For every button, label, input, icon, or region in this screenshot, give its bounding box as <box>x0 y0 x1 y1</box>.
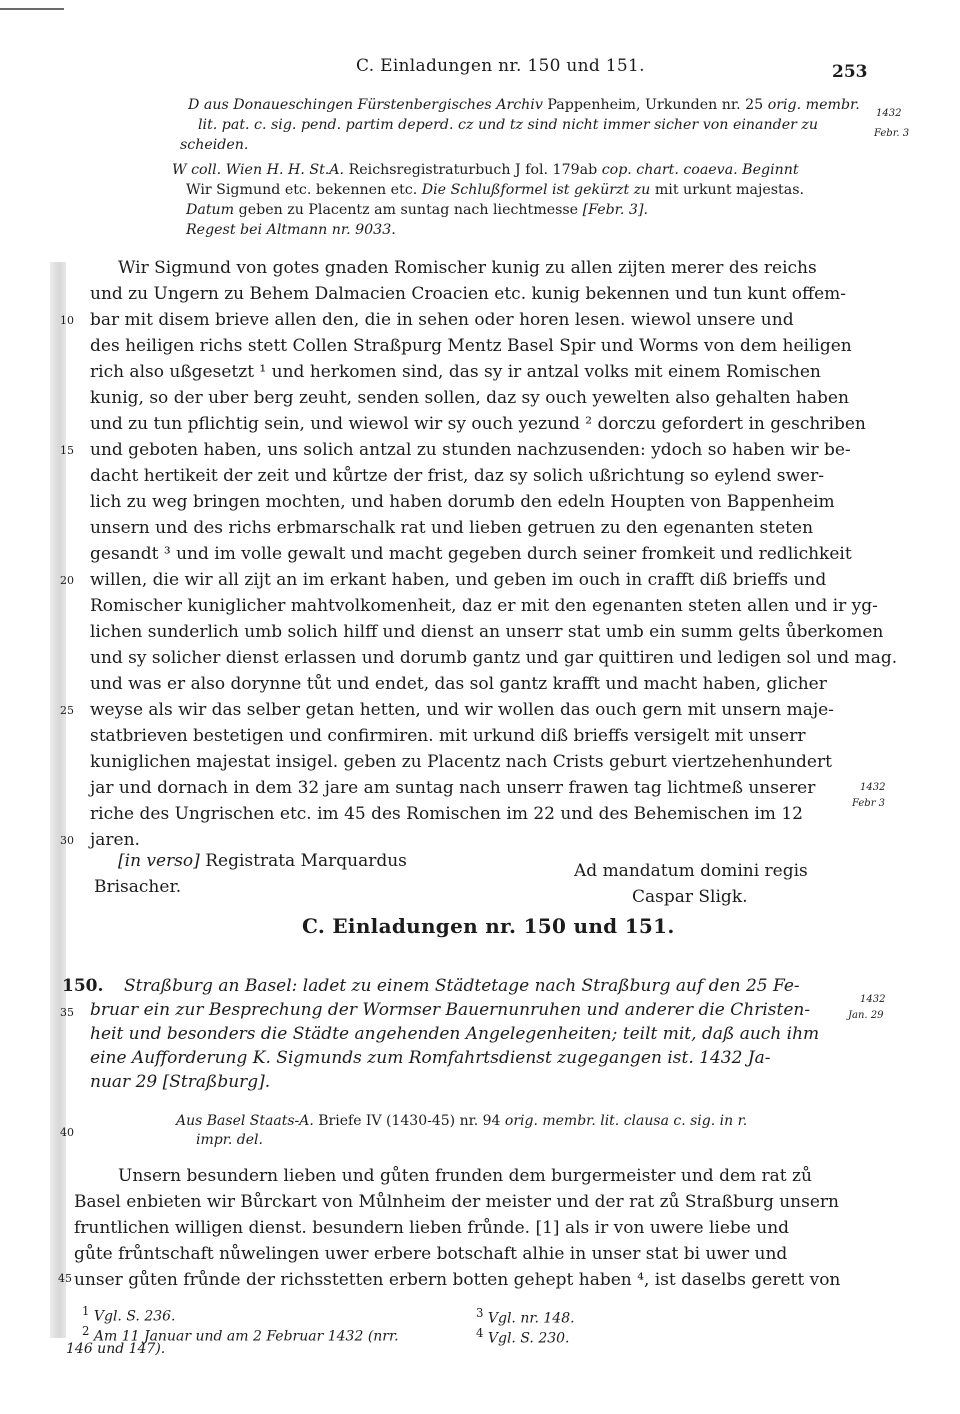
apparatus-d-line-1 <box>188 95 860 116</box>
endorsement-name-2: Brisacher. <box>94 877 182 897</box>
charter-line-9: dacht hertikeit der zeit und kůrtze der frist, daz sy solich ußrichtung so eylend swer- <box>90 466 824 486</box>
footnote-2-mark: 2 <box>82 1324 90 1338</box>
line-number-45: 45 <box>58 1272 72 1285</box>
apparatus-w-explicit: mit urkunt majestas. <box>654 182 804 198</box>
apparatus-w-line-2 <box>186 180 804 201</box>
apparatus-d-collection: Pappenheim, Urkunden nr. 25 <box>547 97 764 113</box>
charter-line-1: Wir Sigmund von gotes gnaden Romischer kunig zu allen zijten merer des reichs <box>118 258 817 278</box>
source-line-2: impr. del. <box>196 1132 263 1148</box>
footnote-1-mark: 1 <box>82 1304 90 1318</box>
charter-line-15: lichen sunderlich umb solich hilff und dienst an unserr stat umb ein summ gelts ůberkomen <box>90 622 884 642</box>
margin-date-mid-day: Febr 3 <box>852 798 886 809</box>
apparatus-w-date: [Febr. 3]. <box>582 202 648 218</box>
letter-line-1: Unsern besundern lieben und gůten frunden dem burgermeister und dem rat zů <box>118 1166 812 1186</box>
charter-line-13: willen, die wir all zijt an im erkant haben, und geben im ouch in crafft diß brieffs und <box>90 570 827 590</box>
footnote-4-mark: 4 <box>476 1326 484 1340</box>
subscription-line-2: Caspar Sligk. <box>632 887 748 907</box>
running-head: C. Einladungen nr. 150 und 151. <box>356 56 645 76</box>
letter-line-5: unser gůten frůnde der richsstetten erbern botten gehept haben ⁴, ist daselbs gerett von <box>74 1270 841 1290</box>
charter-line-18: weyse als wir das selber getan hetten, und wir wollen das ouch gern mit unsern maje- <box>90 700 834 720</box>
charter-line-4: des heiligen richs stett Collen Straßpurg Mentz Basel Spir und Worms von dem heiligen <box>90 336 852 356</box>
charter-line-22: riche des Ungrischen etc. im 45 des Romischen im 22 und des Behemischen im 12 <box>90 804 803 824</box>
page-number: 253 <box>832 62 868 82</box>
source-collection: Briefe IV (1430-45) nr. 94 <box>318 1113 501 1129</box>
footnote-1-text: Vgl. S. 236. <box>93 1308 176 1325</box>
regest-number <box>62 974 103 998</box>
source-archive: Aus Basel Staats-A. <box>176 1113 314 1129</box>
regest-line-2: bruar ein zur Besprechung der Wormser Bauernunruhen und anderer die Christen- <box>90 1000 811 1020</box>
footnote-2-refs: (nrr. <box>367 1328 399 1345</box>
subscription-line-1: Ad mandatum domini regis <box>574 861 808 881</box>
charter-line-21: jar und dornach in dem 32 jare am suntag nach unserr frawen tag lichtmeß unserer <box>90 778 816 798</box>
source-line-1 <box>176 1112 747 1131</box>
footnote-4 <box>476 1324 570 1348</box>
charter-line-11: unsern und des richs erbmarschalk rat und lieben getruen zu den egenanten steten <box>90 518 814 538</box>
letter-line-3: fruntlichen willigen dienst. besundern lieben frůnde. [1] als ir von uwere liebe und <box>74 1218 790 1238</box>
charter-line-17: und was er also dorynne tůt und endet, das sol gantz krafft und macht haben, glicher <box>90 674 827 694</box>
charter-line-6: kunig, so der uber berg zeuht, senden sollen, daz sy ouch yewelten also gehalten haben <box>90 388 849 408</box>
line-number-40: 40 <box>60 1126 74 1139</box>
apparatus-w-register: Reichsregistraturbuch J fol. 179ab <box>348 162 598 178</box>
endorsement-verso: [in verso] <box>118 851 200 871</box>
charter-line-2: und zu Ungern zu Behem Dalmacien Croacien etc. kunig bekennen und tun kunt offem- <box>90 284 847 304</box>
section-heading: C. Einladungen nr. 150 und 151. <box>302 914 675 938</box>
scan-gutter-shadow <box>50 262 66 1338</box>
charter-line-5: rich also ußgesetzt ¹ und herkomen sind, das sy ir antzal volks mit einem Romischen <box>90 362 821 382</box>
regest-line-4: eine Aufforderung K. Sigmunds zum Romfahrtsdienst zugegangen ist. 1432 Ja- <box>90 1048 771 1068</box>
apparatus-d-type: orig. membr. <box>767 97 860 113</box>
regest-line-1: Straßburg an Basel: ladet zu einem Städtetage nach Straßburg auf den 25 Fe- <box>124 976 800 996</box>
apparatus-w-siglum: W coll. Wien H. H. St.A. <box>172 162 345 178</box>
top-rule <box>0 8 64 10</box>
margin-date-top-day: Febr. 3 <box>874 128 910 139</box>
line-number-25: 25 <box>60 704 74 717</box>
regest-number-label: 150. <box>62 976 104 996</box>
apparatus-d-siglum: D <box>188 97 200 113</box>
apparatus-w-dating: geben zu Placentz am suntag nach liechtmesse <box>238 202 579 218</box>
letter-line-4: gůte frůntschaft nůwelingen uwer erbere botschaft alhie in unser stat bi uwer und <box>74 1244 788 1264</box>
apparatus-d-line-3: scheiden. <box>180 137 249 153</box>
charter-line-3: bar mit disem brieve allen den, die in sehen oder horen lesen. wiewol unsere und <box>90 310 794 330</box>
footnote-2-text: Am 11 Januar und am 2 Februar 1432 <box>93 1328 364 1345</box>
apparatus-w-note: Die Schlußformel ist gekürzt zu <box>421 182 651 198</box>
footnote-3-mark: 3 <box>476 1306 484 1320</box>
charter-line-14: Romischer kuniglicher mahtvolkomenheit, daz er mit den egenanten steten allen und ir yg- <box>90 596 878 616</box>
margin-date-top-year: 1432 <box>876 108 902 119</box>
margin-date-mid-year: 1432 <box>860 782 886 793</box>
margin-date-low-year: 1432 <box>860 994 886 1005</box>
regest-line-3: heit und besonders die Städte angehenden Angelegenheiten; teilt mit, daß auch ihm <box>90 1024 820 1044</box>
line-number-20: 20 <box>60 574 74 587</box>
apparatus-w-line-1 <box>172 160 799 181</box>
charter-line-16: und sy solicher dienst erlassen und dorumb gantz und gar quittiren und ledigen sol und mag. <box>90 648 898 668</box>
charter-line-19: statbrieven bestetigen und confirmiren. mit urkund diß brieffs versigelt mit unserr <box>90 726 806 746</box>
charter-line-8: und geboten haben, uns solich antzal zu stunden nachzusenden: ydoch so haben wir be- <box>90 440 851 460</box>
charter-line-12: gesandt ³ und im volle gewalt und macht gegeben durch seiner fromkeit und redlichkeit <box>90 544 852 564</box>
apparatus-w-regest: Regest bei Altmann nr. 9033. <box>186 222 396 238</box>
charter-line-23: jaren. <box>90 830 140 850</box>
footnote-3-text: Vgl. nr. 148. <box>487 1310 575 1327</box>
apparatus-d-archive: aus Donaueschingen Fürstenbergisches Archiv <box>203 97 543 113</box>
line-number-10: 10 <box>60 314 74 327</box>
margin-date-low-day: Jan. 29 <box>848 1010 884 1021</box>
line-number-35: 35 <box>60 1006 74 1019</box>
endorsement-registrata: Registrata <box>205 851 296 871</box>
line-number-30: 30 <box>60 834 74 847</box>
apparatus-w-line-3 <box>186 200 648 221</box>
footnote-2-line-2: 146 und 147). <box>66 1341 166 1357</box>
charter-line-20: kuniglichen majestat insigel. geben zu Placentz nach Crists geburt viertzehenhundert <box>90 752 832 772</box>
apparatus-w-datum: Datum <box>186 202 235 218</box>
letter-line-2: Basel enbieten wir Bůrckart von Můlnheim der meister und der rat zů Straßburg unsern <box>74 1192 839 1212</box>
endorsement-line-1 <box>118 848 407 875</box>
endorsement-name-1: Marquardus <box>300 851 407 871</box>
line-number-15: 15 <box>60 444 74 457</box>
charter-line-7: und zu tun pflichtig sein, und wiewol wir sy ouch yezund ² dorczu gefordert in geschriben <box>90 414 866 434</box>
regest-line-5: nuar 29 [Straßburg]. <box>90 1072 271 1092</box>
charter-line-10: lich zu weg bringen mochten, und haben dorumb den edeln Houpten von Bappenheim <box>90 492 835 512</box>
footnote-4-text: Vgl. S. 230. <box>487 1330 570 1347</box>
apparatus-w-incipit: Wir Sigmund etc. bekennen etc. <box>186 182 418 198</box>
apparatus-d-line-2: lit. pat. c. sig. pend. partim deperd. cz und tz sind nicht immer sicher von einander zu <box>198 117 818 133</box>
source-type: orig. membr. lit. clausa c. sig. in r. <box>504 1113 748 1129</box>
apparatus-w-type: cop. chart. coaeva. Beginnt <box>601 162 799 178</box>
